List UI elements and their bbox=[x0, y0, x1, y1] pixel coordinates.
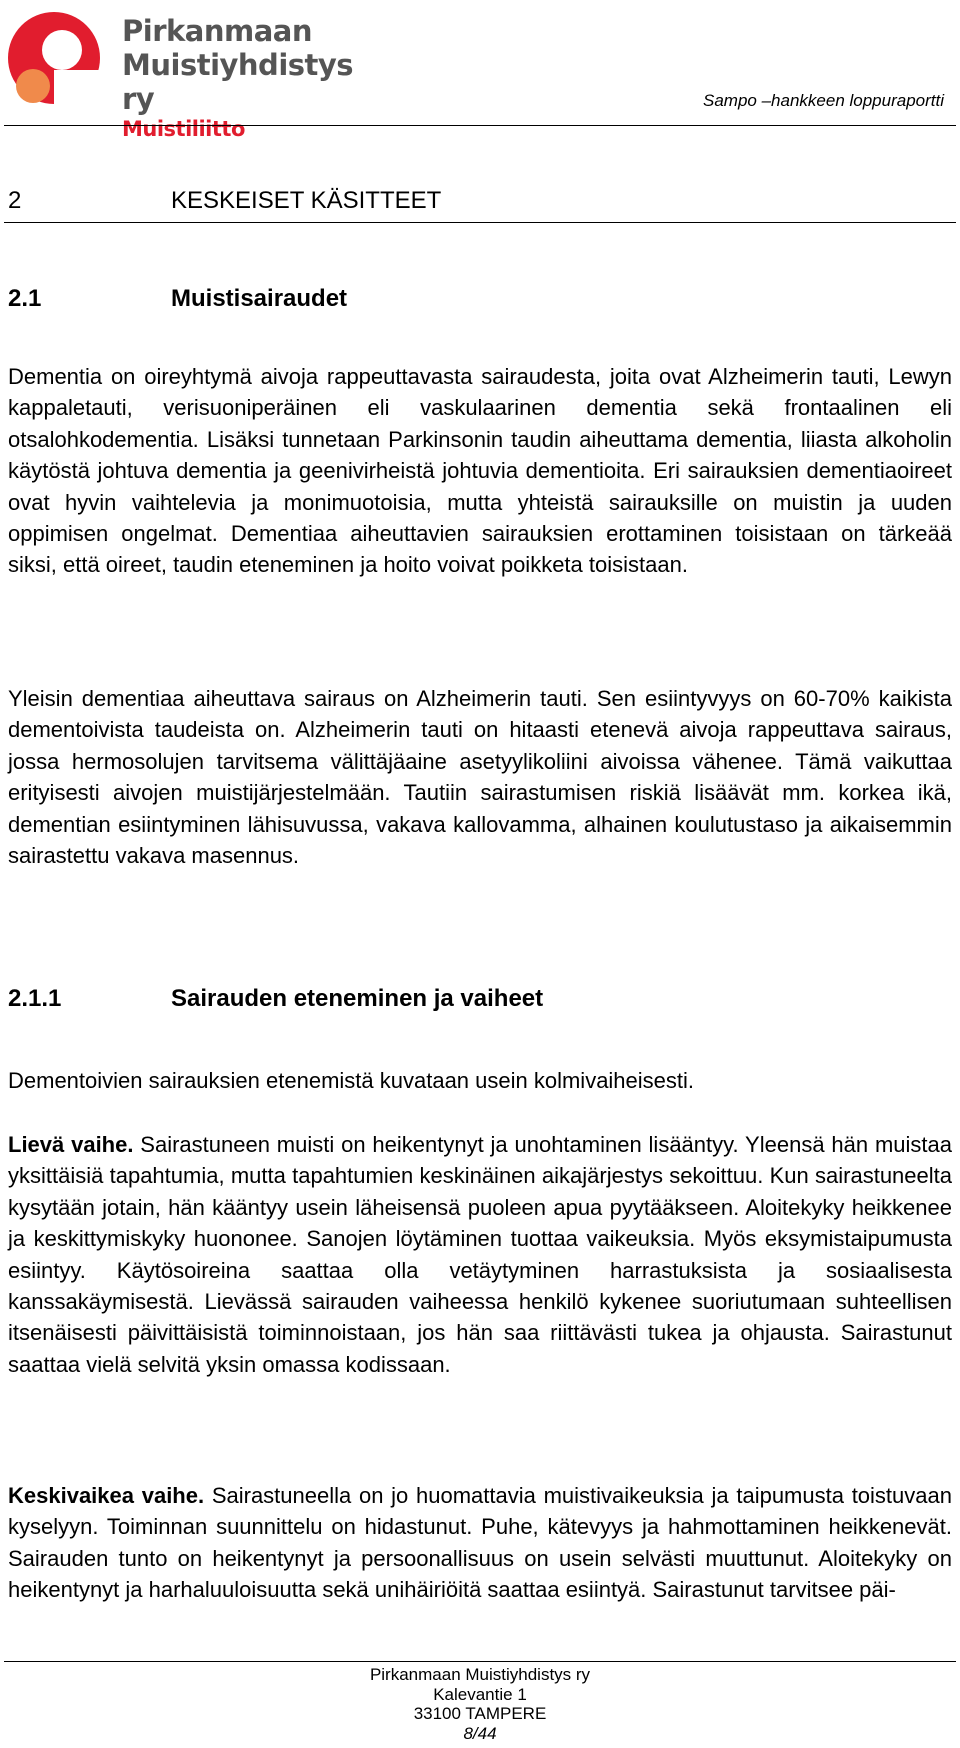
chapter-rule bbox=[4, 222, 956, 223]
footer-street: Kalevantie 1 bbox=[433, 1684, 527, 1704]
logo-line-1: Pirkanmaan bbox=[122, 14, 312, 48]
section-number: 2.1 bbox=[8, 285, 42, 312]
report-title: Sampo –hankkeen loppuraportti bbox=[703, 91, 944, 110]
logo-wordmark bbox=[122, 14, 384, 142]
logo-line-2: Muistiyhdistys ry bbox=[122, 48, 354, 116]
organization-logo bbox=[4, 6, 384, 141]
footer-rule bbox=[4, 1661, 956, 1662]
chapter-number: 2 bbox=[8, 187, 22, 214]
page-footer bbox=[0, 1665, 960, 1743]
header-rule bbox=[4, 125, 956, 126]
subsection-title: Sairauden eteneminen ja vaiheet bbox=[171, 985, 544, 1012]
mild-stage-text: Sairastuneen muisti on heikentynyt ja unohtaminen lisääntyy. Yleensä hän muistaa yksittäisiä tapahtumia, mutta tapahtumien keskinäinen aikajärjestys sekoittuu. Kun sairastuneelta kysytään jotain, hän kääntyy usein läheisensä puoleen apua pyytääkseen. Aloitekyky heikkenee ja keskittymiskyky huononee. Sanojen löytäminen tuottaa vaikeuksia. Myös eksymistaipumusta esiintyy. Käytösoireina saattaa olla vetäytyminen harrastuksista ja sosiaalisesta kanssakäymisestä. Lievässä sairauden vaiheessa henkilö kykenee suoriutumaan suhteellisen itsenäisesti päivittäisistä toiminnoistaan, jos hän saa riittävästi tukea ja ohjausta. Sairastunut saattaa vielä selvitä yksin omassa kodissaan. bbox=[8, 1132, 952, 1377]
page-number: 8/44 bbox=[463, 1723, 497, 1743]
moderate-stage-text: Sairastuneella on jo huomattavia muistivaikeuksia ja taipumusta toistuvaan kyselyyn. Toiminnan suunnittelu on hidastunut. Puhe, kätevyys ja hahmottaminen heikkenevät. Sairauden tunto on heikentynyt ja persoonallisuus on usein selvästi muuttunut. Aloitekyky on heikentynyt ja harhaluuloisuutta sekä unihäiriöitä saattaa esiintyä. Sairastunut tarvitsee päi- bbox=[8, 1483, 952, 1603]
subsection-number: 2.1.1 bbox=[8, 985, 62, 1012]
footer-org: Pirkanmaan Muistiyhdistys ry bbox=[369, 1665, 591, 1684]
logo-emblem-icon bbox=[4, 6, 116, 110]
section-heading bbox=[8, 285, 948, 321]
paragraph-dementia-intro: Dementia on oireyhtymä aivoja rappeuttavasta sairaudesta, joita ovat Alzheimerin tauti, Lewyn kappaletauti, verisuoniperäinen eli vaskulaarinen dementia sekä frontaalinen eli otsalohkodementia. Lisäksi tunnetaan Parkinsonin taudin aiheuttama dementia, liiasta alkoholin käytöstä johtuva dementia ja geenivirheistä johtuvia dementioita. Eri sairauksien dementiaoireet ovat hyvin vaihtelevia ja monimuotoisia, mutta yhteistä sairauksille on muistin ja uuden oppimisen ongelmat. Dementiaa aiheuttavien sairauksien erottaminen toisistaan on tärkeää siksi, että oireet, taudin eteneminen ja hoito voivat poikketa toisistaan. bbox=[8, 364, 952, 578]
paragraph-stages-intro: Dementoivien sairauksien etenemistä kuvataan usein kolmivaiheisesti. bbox=[8, 1068, 695, 1093]
mild-stage-lead: Lievä vaihe. bbox=[8, 1132, 134, 1157]
moderate-stage-lead: Keskivaikea vaihe. bbox=[8, 1483, 205, 1508]
logo-line-3: Muistiliitto bbox=[122, 117, 245, 141]
chapter-heading bbox=[8, 187, 948, 223]
paragraph-mild-stage bbox=[8, 1129, 952, 1380]
subsection-heading bbox=[8, 985, 948, 1021]
footer-city: 33100 TAMPERE bbox=[413, 1704, 547, 1723]
paragraph-moderate-stage bbox=[8, 1480, 952, 1606]
paragraph-alzheimer: Yleisin dementiaa aiheuttava sairaus on Alzheimerin tauti. Sen esiintyvyys on 60-70% kaikista dementoivista taudeista on. Alzheimerin tauti on hitaasti etenevä aivoja rappeuttava sairaus, jossa hermosolujen tarvitsema välittäjäaine asetyylikoliini aivoissa vähenee. Tämä vaikuttaa erityisesti aivojen muistijärjestelmään. Tautiin sairastumisen riskiä lisäävät mm. korkea ikä, dementian esiintyminen lähisuvussa, vakava kallovamma, alhainen koulutustaso ja aikaisemmin sairastettu vakava masennus. bbox=[8, 686, 952, 869]
section-title: Muistisairaudet bbox=[171, 285, 348, 312]
chapter-title: KESKEISET KÄSITTEET bbox=[171, 187, 442, 214]
